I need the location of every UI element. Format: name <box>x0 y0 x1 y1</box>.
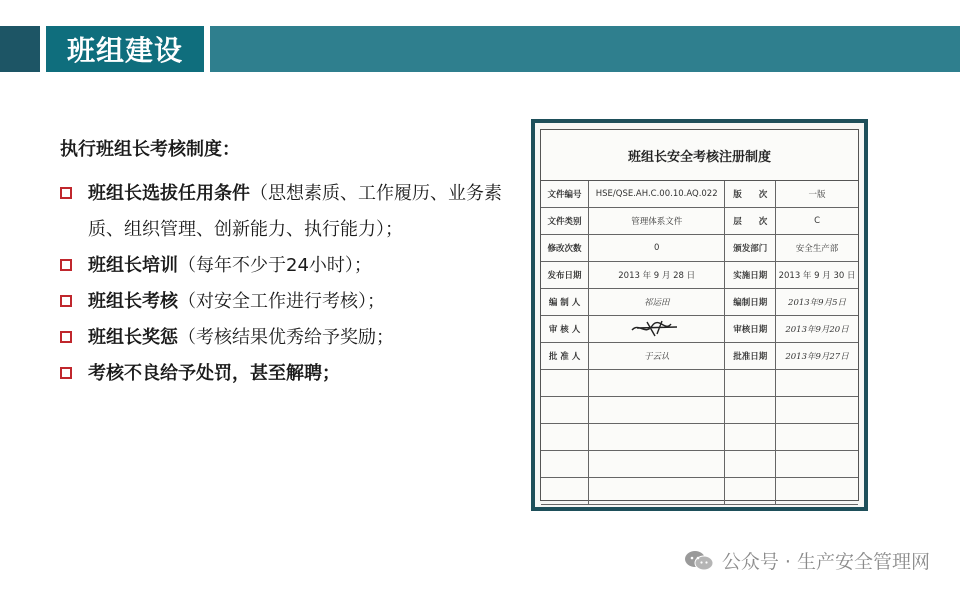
table-row <box>541 262 858 289</box>
table-cell: 编制日期 <box>725 289 776 316</box>
signature-cell: 于云认 <box>589 343 725 370</box>
content-lead: 执行班组长考核制度： <box>60 139 240 160</box>
table-cell: 安全生产部 <box>776 235 858 262</box>
item-bold: 考核不良给予处罚，甚至解聘； <box>88 363 340 384</box>
table-row <box>541 397 858 424</box>
watermark-text: 公众号 · 生产安全管理网 <box>721 551 930 573</box>
list-item <box>60 320 520 356</box>
item-bold: 班组长选拔任用条件 <box>88 183 250 204</box>
list-item <box>60 284 520 320</box>
wechat-icon <box>684 549 714 573</box>
item-text: （对安全工作进行考核）； <box>178 291 385 312</box>
table-cell: 发布日期 <box>541 262 589 289</box>
table-cell: 管理体系文件 <box>589 208 725 235</box>
document-title: 班组长安全考核注册制度 <box>541 130 858 181</box>
list-item <box>60 176 520 248</box>
signature-scrawl-icon <box>627 318 687 338</box>
signature-cell: 祁运田 <box>589 289 725 316</box>
page-title: 班组建设 <box>66 34 183 67</box>
table-row <box>541 370 858 397</box>
header-accent-block <box>0 26 40 72</box>
document-table <box>541 181 858 505</box>
table-row <box>541 451 858 478</box>
square-bullet-icon <box>60 187 72 199</box>
table-cell: 层 次 <box>725 208 776 235</box>
content-list <box>60 136 520 392</box>
header-title-box <box>46 26 204 72</box>
item-bold: 班组长考核 <box>88 291 178 312</box>
header-band <box>210 26 960 72</box>
table-cell: HSE/QSE.AH.C.00.10.AQ.022 <box>589 181 725 208</box>
table-cell: 颁发部门 <box>725 235 776 262</box>
document-paper <box>535 123 864 507</box>
table-cell: 编 制 人 <box>541 289 589 316</box>
table-cell: 实施日期 <box>725 262 776 289</box>
watermark <box>684 547 930 574</box>
square-bullet-icon <box>60 259 72 271</box>
square-bullet-icon <box>60 331 72 343</box>
item-text: （每年不少于24小时）； <box>178 255 372 276</box>
item-text: （考核结果优秀给予奖励； <box>178 327 394 348</box>
item-bold: 班组长培训 <box>88 255 178 276</box>
table-cell: C <box>776 208 858 235</box>
table-row <box>541 235 858 262</box>
square-bullet-icon <box>60 295 72 307</box>
date-handwritten: 2013年9月5日 <box>776 289 858 316</box>
table-row <box>541 289 858 316</box>
table-row <box>541 478 858 505</box>
item-bold: 班组长奖惩 <box>88 327 178 348</box>
date-handwritten: 2013年9月27日 <box>776 343 858 370</box>
list-item <box>60 248 520 284</box>
table-cell: 2013 年 9 月 30 日 <box>776 262 858 289</box>
table-cell: 文件编号 <box>541 181 589 208</box>
table-row <box>541 181 858 208</box>
table-cell: 批准日期 <box>725 343 776 370</box>
table-cell: 审核日期 <box>725 316 776 343</box>
table-row <box>541 208 858 235</box>
signature-cell <box>589 316 725 343</box>
table-cell: 文件类别 <box>541 208 589 235</box>
table-cell: 版 次 <box>725 181 776 208</box>
table-row <box>541 316 858 343</box>
date-handwritten: 2013年9月20日 <box>776 316 858 343</box>
table-row <box>541 343 858 370</box>
item-text: （思想素质、工作履历、业务素质、组织管理、创新能力、执行能力）； <box>88 183 502 240</box>
table-cell: 审 核 人 <box>541 316 589 343</box>
list-item <box>60 356 520 392</box>
table-cell: 修改次数 <box>541 235 589 262</box>
table-cell: 一版 <box>776 181 858 208</box>
square-bullet-icon <box>60 367 72 379</box>
table-row <box>541 424 858 451</box>
document-form <box>540 129 859 501</box>
table-cell: 批 准 人 <box>541 343 589 370</box>
table-cell: 2013 年 9 月 28 日 <box>589 262 725 289</box>
document-image-frame <box>531 119 868 511</box>
table-cell: 0 <box>589 235 725 262</box>
